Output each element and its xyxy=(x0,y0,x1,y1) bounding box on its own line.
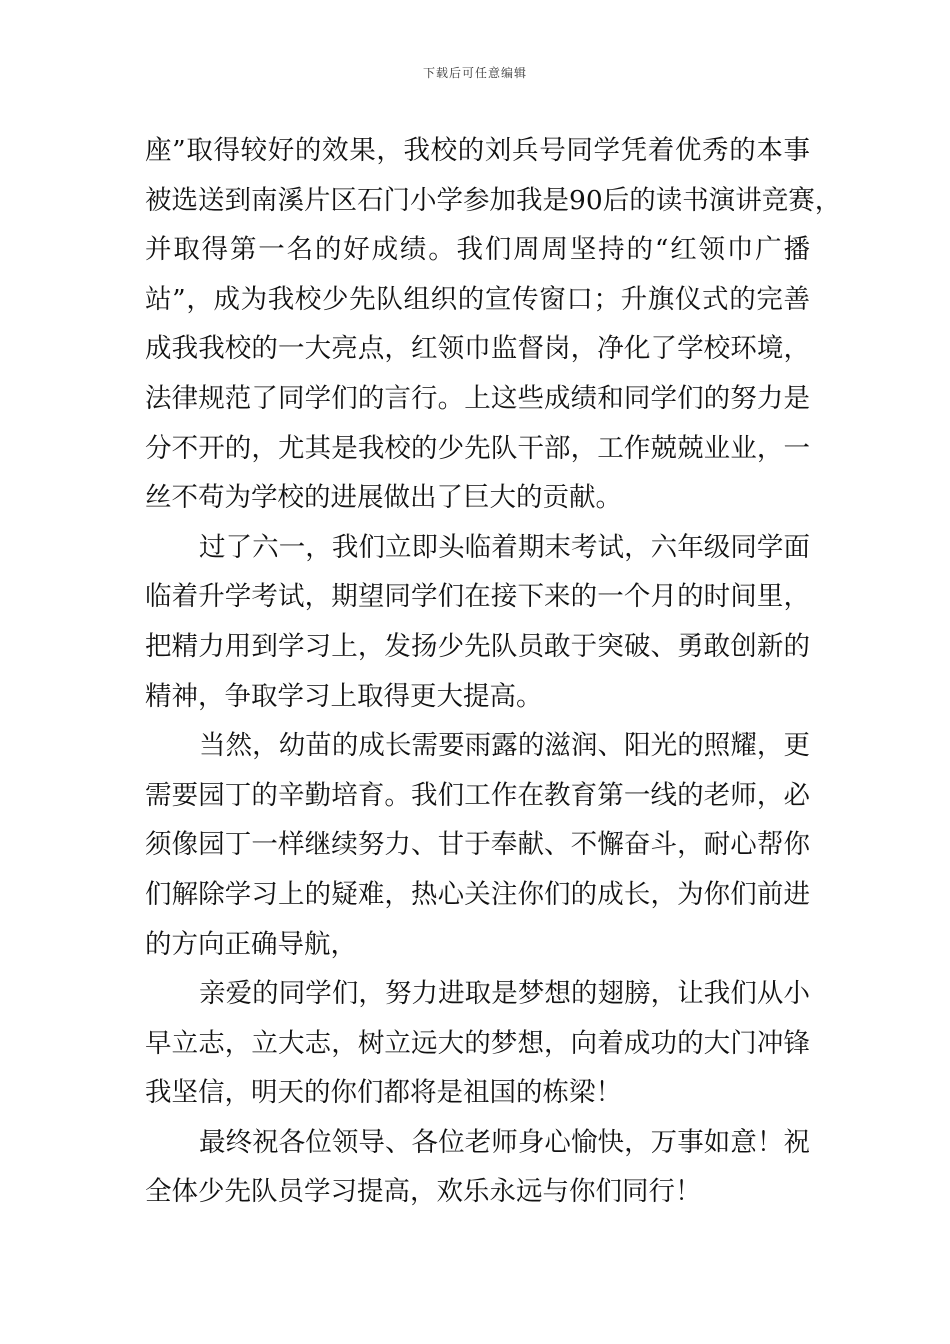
text-line: 亲爱的同学们，努力进取是梦想的翅膀，让我们从小 xyxy=(199,978,810,1010)
text-line: 须像园丁一样继续努力、甘于奉献、不懈奋斗，耐心帮你 xyxy=(145,829,810,861)
text-line: 的方向正确导航， xyxy=(145,928,357,960)
text-line: 站”，成为我校少先队组织的宣传窗口；升旗仪式的完善 xyxy=(145,283,810,315)
text-line: 我坚信，明天的你们都将是祖国的栋梁！ xyxy=(145,1077,622,1109)
text-line: 精神，争取学习上取得更大提高。 xyxy=(145,680,543,712)
text-line: 需要园丁的辛勤培育。我们工作在教育第一线的老师，必 xyxy=(145,779,810,811)
text-line: 座”取得较好的效果，我校的刘兵号同学凭着优秀的本事 xyxy=(145,135,810,166)
text-line: 分不开的，尤其是我校的少先队干部，工作兢兢业业，一 xyxy=(145,432,810,464)
text-line: 早立志，立大志，树立远大的梦想，向着成功的大门冲锋 xyxy=(145,1027,810,1059)
text-line: 当然，幼苗的成长需要雨露的滋润、阳光的照耀，更 xyxy=(199,730,810,762)
text-line: 临着升学考试，期望同学们在接下来的一个月的时间里， xyxy=(145,581,810,613)
header-note: 下载后可任意编辑 xyxy=(422,66,527,80)
text-line: 把精力用到学习上，发扬少先队员敢于突破、勇敢创新的 xyxy=(145,630,810,662)
body-text xyxy=(145,126,842,1217)
text-line: 成我我校的一大亮点，红领巾监督岗，净化了学校环境， xyxy=(145,333,810,365)
text-line: 丝不苟为学校的进展做出了巨大的贡献。 xyxy=(145,482,622,514)
text-line: 们解除学习上的疑难，热心关注你们的成长，为你们前进 xyxy=(145,878,810,910)
text-line: 最终祝各位领导、各位老师身心愉快，万事如意！祝 xyxy=(199,1126,810,1158)
text-line: 法律规范了同学们的言行。上这些成绩和同学们的努力是 xyxy=(145,382,810,414)
text-line: 全体少先队员学习提高，欢乐永远与你们同行！ xyxy=(145,1176,702,1208)
text-line: 被选送到南溪片区石门小学参加我是90后的读书演讲竞赛， xyxy=(145,184,842,216)
text-line: 过了六一，我们立即头临着期末考试，六年级同学面 xyxy=(199,531,810,563)
text-line: 并取得第一名的好成绩。我们周周坚持的“红领巾广播 xyxy=(145,234,810,266)
